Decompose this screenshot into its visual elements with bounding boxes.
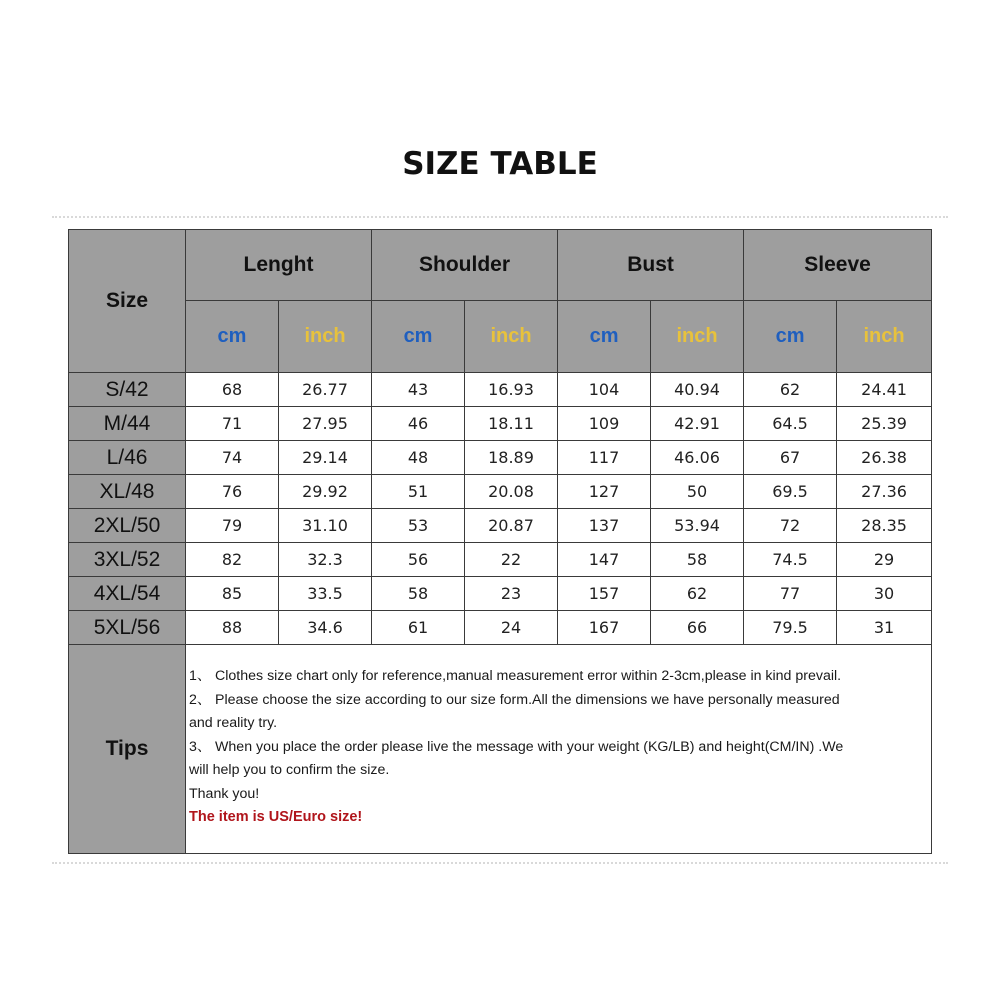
value-cell: 20.87 [465,509,558,543]
value-cell: 66 [651,611,744,645]
value-cell: 46.06 [651,441,744,475]
value-cell: 74.5 [744,543,837,577]
value-cell: 88 [186,611,279,645]
unit-cm: cm [558,301,651,373]
size-cell: 2XL/50 [69,509,186,543]
value-cell: 157 [558,577,651,611]
value-cell: 34.6 [279,611,372,645]
value-cell: 79 [186,509,279,543]
value-cell: 53.94 [651,509,744,543]
value-cell: 62 [651,577,744,611]
value-cell: 48 [372,441,465,475]
value-cell: 25.39 [837,407,932,441]
value-cell: 24 [465,611,558,645]
value-cell: 104 [558,373,651,407]
value-cell: 33.5 [279,577,372,611]
table-row [69,407,932,441]
value-cell: 64.5 [744,407,837,441]
value-cell: 58 [372,577,465,611]
value-cell: 77 [744,577,837,611]
group-header-length: Lenght [186,230,372,301]
value-cell: 147 [558,543,651,577]
value-cell: 50 [651,475,744,509]
value-cell: 22 [465,543,558,577]
value-cell: 26.77 [279,373,372,407]
tip-line: will help you to confirm the size. [189,762,390,778]
value-cell: 85 [186,577,279,611]
tips-text [186,645,932,854]
value-cell: 71 [186,407,279,441]
table-row [69,577,932,611]
value-cell: 20.08 [465,475,558,509]
value-cell: 30 [837,577,932,611]
tip-line: Thank you! [189,785,260,802]
dotted-divider-bottom [52,862,948,864]
value-cell: 27.95 [279,407,372,441]
value-cell: 27.36 [837,475,932,509]
table-row [69,509,932,543]
group-header-shoulder: Shoulder [372,230,558,301]
value-cell: 40.94 [651,373,744,407]
table-row [69,611,932,645]
value-cell: 76 [186,475,279,509]
value-cell: 42.91 [651,407,744,441]
group-header-sleeve: Sleeve [744,230,932,301]
tip-line: 1、 Clothes size chart only for reference,manual measurement error within 2-3cm,please in kind prevail. [189,668,842,684]
unit-inch: inch [651,301,744,373]
table-row [69,441,932,475]
tip-line: 3、 When you place the order please live the message with your weight (KG/LB) and height(CM/IN) .We [189,738,844,755]
value-cell: 61 [372,611,465,645]
unit-cm: cm [186,301,279,373]
value-cell: 16.93 [465,373,558,407]
value-cell: 23 [465,577,558,611]
value-cell: 167 [558,611,651,645]
size-table [68,229,932,854]
value-cell: 79.5 [744,611,837,645]
unit-inch: inch [279,301,372,373]
value-cell: 53 [372,509,465,543]
value-cell: 31.10 [279,509,372,543]
tip-highlight: The item is US/Euro size! [189,809,363,825]
value-cell: 74 [186,441,279,475]
value-cell: 62 [744,373,837,407]
tips-label: Tips [69,645,186,854]
value-cell: 58 [651,543,744,577]
table-row [69,475,932,509]
value-cell: 29.92 [279,475,372,509]
table-row [69,373,932,407]
page-title: SIZE TABLE [402,146,598,182]
value-cell: 31 [837,611,932,645]
tip-line: and reality try. [189,715,278,731]
size-cell: M/44 [69,407,186,441]
value-cell: 18.89 [465,441,558,475]
value-cell: 18.11 [465,407,558,441]
value-cell: 82 [186,543,279,577]
group-header-bust: Bust [558,230,744,301]
unit-inch: inch [465,301,558,373]
value-cell: 28.35 [837,509,932,543]
value-cell: 72 [744,509,837,543]
size-cell: L/46 [69,441,186,475]
value-cell: 127 [558,475,651,509]
size-cell: 3XL/52 [69,543,186,577]
unit-cm: cm [744,301,837,373]
value-cell: 46 [372,407,465,441]
value-cell: 43 [372,373,465,407]
value-cell: 29 [837,543,932,577]
dotted-divider-top [52,216,948,218]
value-cell: 56 [372,543,465,577]
unit-inch: inch [837,301,932,373]
unit-cm: cm [372,301,465,373]
value-cell: 117 [558,441,651,475]
value-cell: 26.38 [837,441,932,475]
value-cell: 67 [744,441,837,475]
tip-line: 2、 Please choose the size according to our size form.All the dimensions we have personally measured [189,691,840,708]
value-cell: 69.5 [744,475,837,509]
value-cell: 24.41 [837,373,932,407]
size-header: Size [69,230,186,373]
value-cell: 32.3 [279,543,372,577]
size-cell: 5XL/56 [69,611,186,645]
value-cell: 68 [186,373,279,407]
size-cell: 4XL/54 [69,577,186,611]
value-cell: 109 [558,407,651,441]
table-row [69,543,932,577]
size-cell: XL/48 [69,475,186,509]
value-cell: 51 [372,475,465,509]
value-cell: 29.14 [279,441,372,475]
size-cell: S/42 [69,373,186,407]
value-cell: 137 [558,509,651,543]
